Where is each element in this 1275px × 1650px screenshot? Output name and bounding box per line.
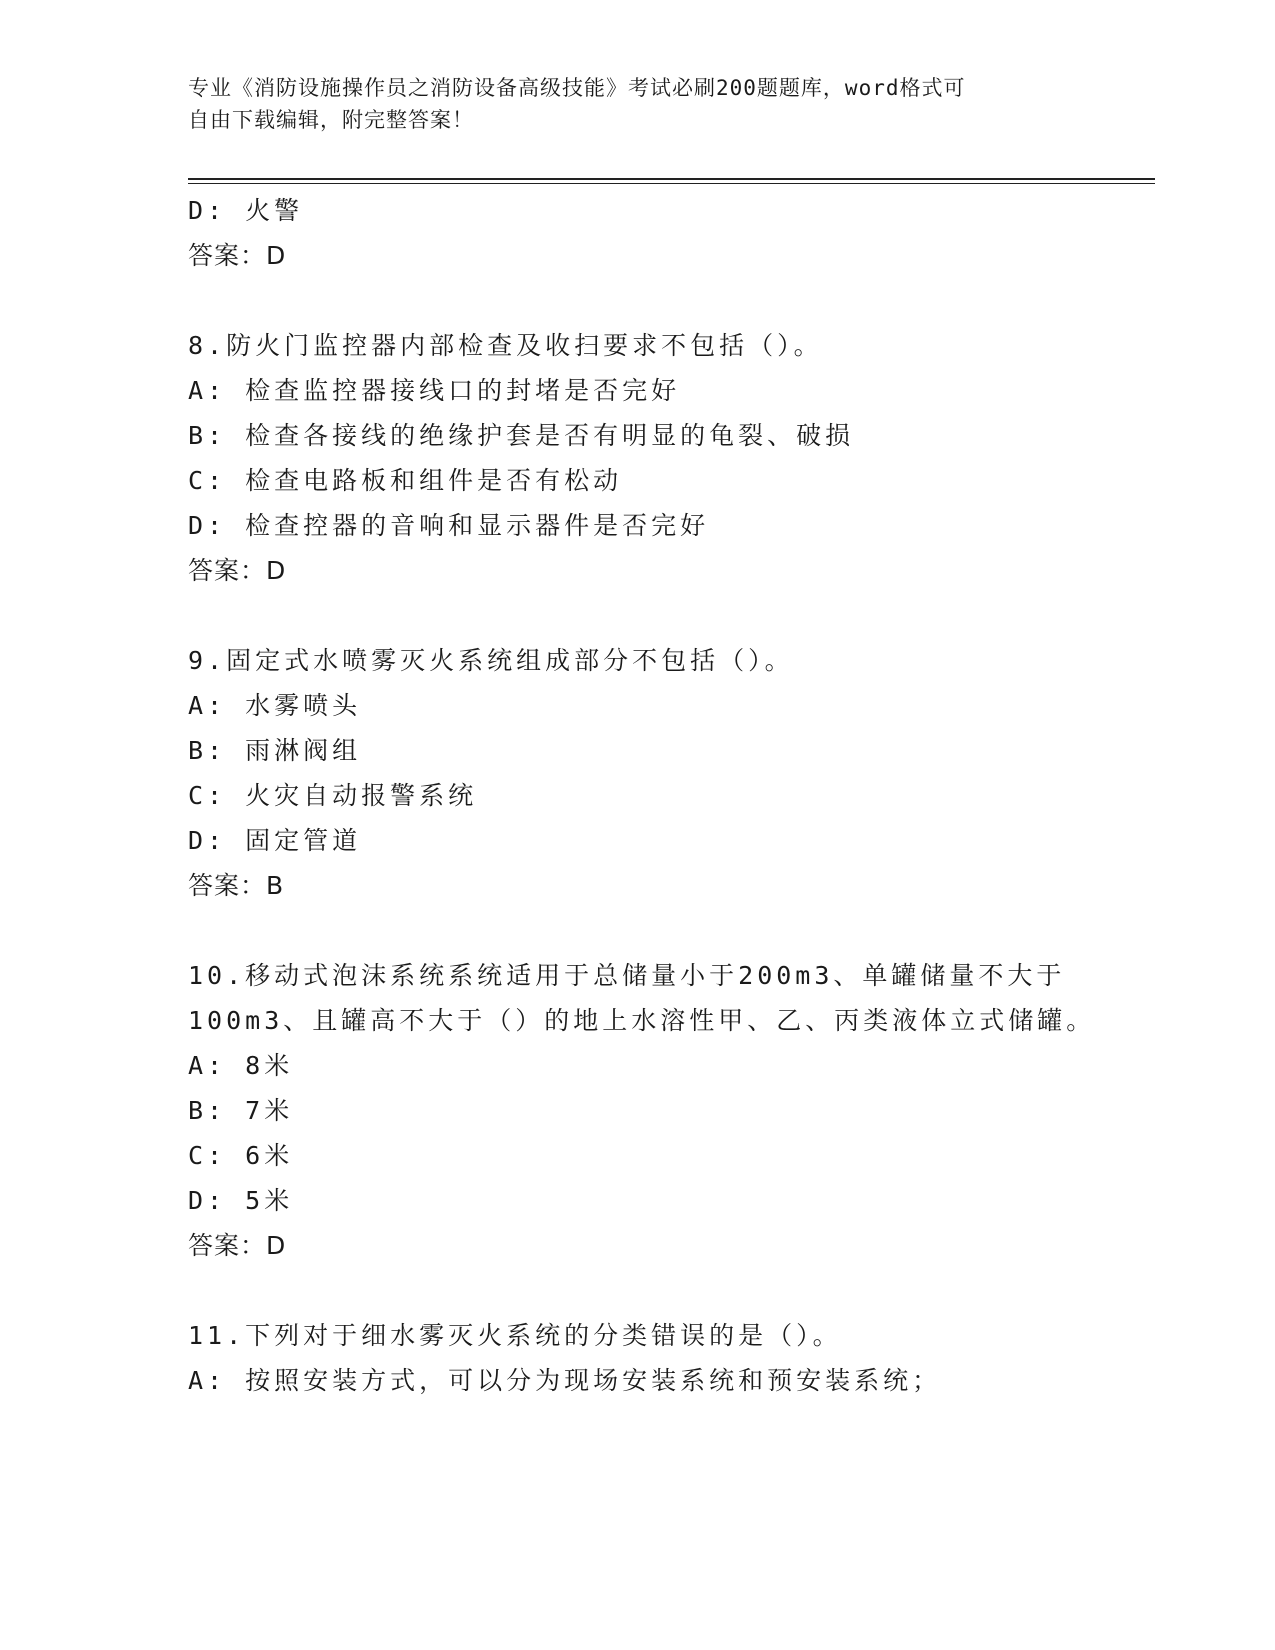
option-d: D: 检查控器的音响和显示器件是否完好 xyxy=(188,511,710,540)
question-stem: 9.固定式水喷雾灭火系统组成部分不包括（）。 xyxy=(188,646,794,675)
answer: 答案：D xyxy=(188,556,287,585)
option-a: A: 按照安装方式，可以分为现场安装系统和预安装系统； xyxy=(188,1366,942,1395)
question-stem-line-2: 100m3、且罐高不大于（）的地上水溶性甲、乙、丙类液体立式储罐。 xyxy=(188,1006,1096,1035)
option-a: A: 检查监控器接线口的封堵是否完好 xyxy=(188,376,681,405)
spacer xyxy=(188,1268,1148,1313)
option-a: A: 8米 xyxy=(188,1051,294,1080)
option-b: B: 7米 xyxy=(188,1096,294,1125)
option-b: B: 检查各接线的绝缘护套是否有明显的龟裂、破损 xyxy=(188,421,855,450)
question-stem: 8.防火门监控器内部检查及收扫要求不包括（）。 xyxy=(188,331,823,360)
option-c: C: 6米 xyxy=(188,1141,294,1170)
question-list xyxy=(188,188,1148,1403)
spacer xyxy=(188,593,1148,638)
answer: 答案：B xyxy=(188,871,285,900)
question-9 xyxy=(188,638,1148,908)
question-11 xyxy=(188,1313,1148,1403)
option-c: C: 火灾自动报警系统 xyxy=(188,781,478,810)
spacer xyxy=(188,908,1148,953)
option-c: C: 检查电路板和组件是否有松动 xyxy=(188,466,623,495)
header-line-2: 自由下载编辑，附完整答案！ xyxy=(188,108,474,132)
question-10 xyxy=(188,953,1148,1268)
prev-question-option-d: D: 火警 xyxy=(188,196,304,225)
header-line-1: 专业《消防设施操作员之消防设备高级技能》考试必刷200题题库，word格式可 xyxy=(188,76,966,100)
option-b: B: 雨淋阀组 xyxy=(188,736,362,765)
question-stem: 11.下列对于细水雾灭火系统的分类错误的是（）。 xyxy=(188,1321,842,1350)
question-stem-line-1: 10.移动式泡沫系统系统适用于总储量小于200m3、单罐储量不大于 xyxy=(188,961,1066,990)
answer: 答案：D xyxy=(188,1231,287,1260)
spacer xyxy=(188,278,1148,323)
header-divider-bottom xyxy=(188,183,1155,184)
header-divider-top xyxy=(188,178,1155,180)
option-d: D: 固定管道 xyxy=(188,826,362,855)
option-a: A: 水雾喷头 xyxy=(188,691,362,720)
document-header xyxy=(188,72,1068,136)
question-8 xyxy=(188,323,1148,593)
prev-question-answer: 答案：D xyxy=(188,241,287,270)
option-d: D: 5米 xyxy=(188,1186,294,1215)
